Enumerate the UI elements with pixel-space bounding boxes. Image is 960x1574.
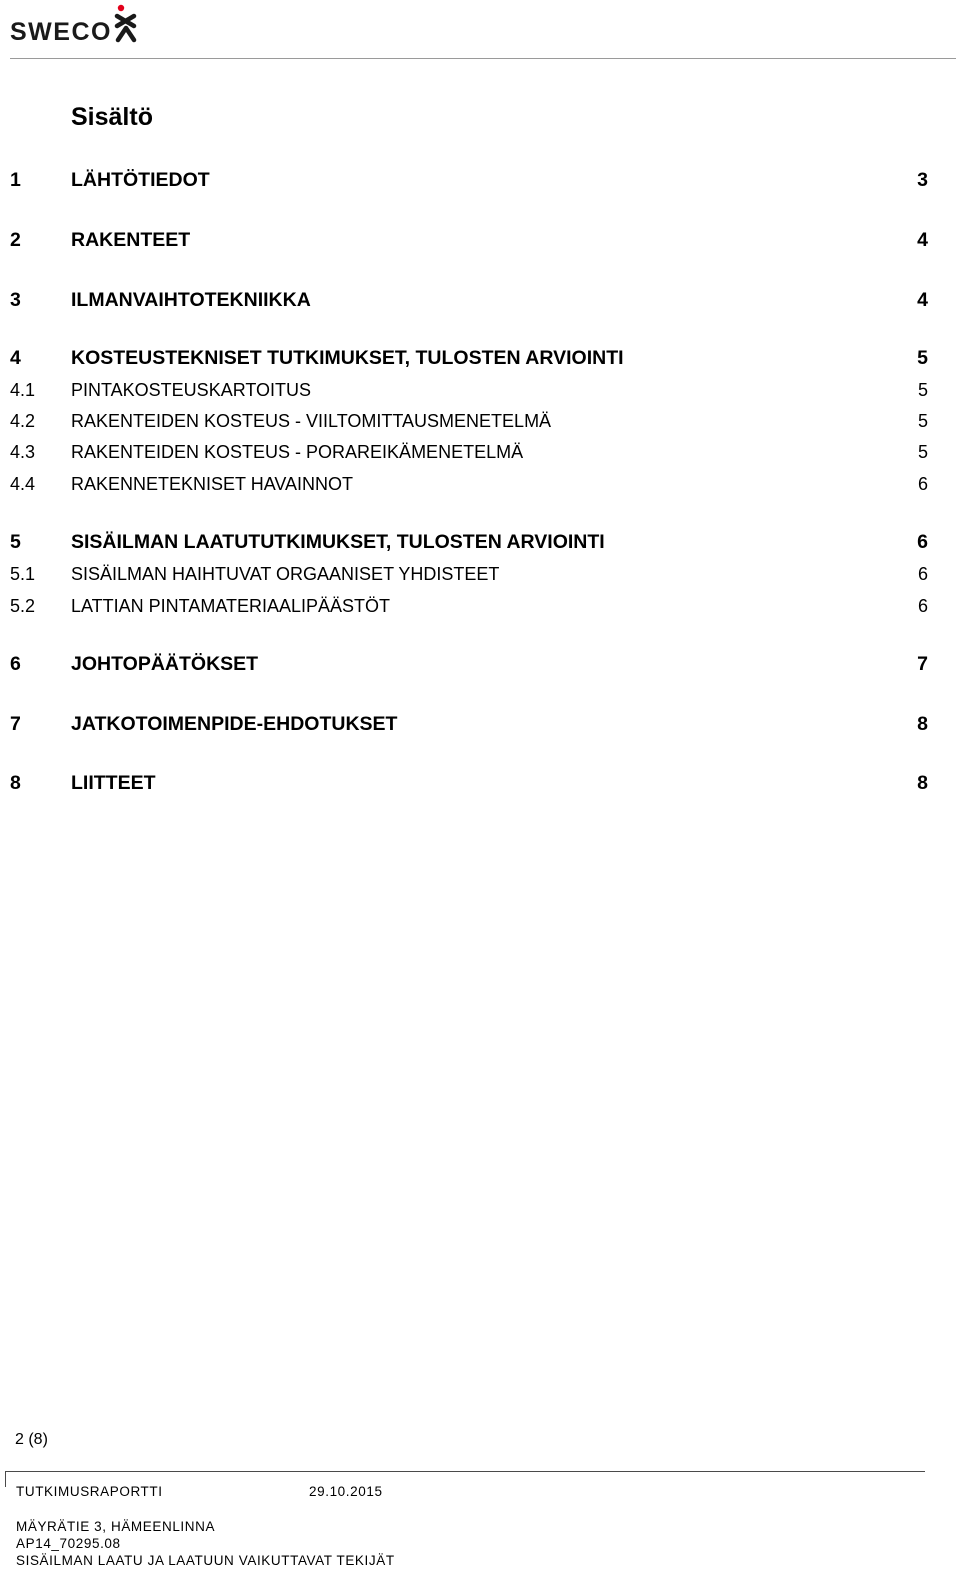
toc-entry-number: 3: [10, 289, 21, 311]
toc-entry-page: 8: [917, 713, 928, 735]
toc-entry-label: RAKENTEIDEN KOSTEUS - PORAREIKÄMENETELMÄ: [71, 442, 524, 462]
toc-entry-page: 5: [917, 380, 928, 400]
toc-entry[interactable]: [10, 227, 928, 255]
toc-entry-page: 5: [917, 411, 928, 431]
toc-entry-number: 7: [10, 713, 21, 735]
page-count: 2 (8): [15, 1431, 48, 1448]
toc-title: Sisältö: [71, 103, 153, 131]
toc-entry[interactable]: [10, 345, 928, 373]
sweco-logo: [10, 2, 150, 46]
toc-entry-page: 4: [917, 289, 928, 311]
toc-entry[interactable]: [10, 651, 928, 679]
header-divider: [10, 58, 956, 59]
toc-entry-page: 3: [917, 169, 928, 191]
toc-entry-label: SISÄILMAN HAIHTUVAT ORGAANISET YHDISTEET: [71, 564, 500, 584]
toc-entry-number: 4: [10, 347, 21, 369]
toc-entry-page: 5: [917, 347, 928, 369]
toc-subentry[interactable]: [10, 594, 928, 622]
toc-subentry[interactable]: [10, 409, 928, 437]
toc-entry-number: 5: [10, 531, 21, 553]
toc-entry[interactable]: [10, 167, 928, 195]
footer-divider: [5, 1471, 925, 1472]
toc-entry-page: 6: [917, 596, 928, 616]
footer-subject: SISÄILMAN LAATU JA LAATUUN VAIKUTTAVAT TEKIJÄT: [16, 1553, 395, 1568]
footer-project-id: AP14_70295.08: [16, 1536, 121, 1551]
toc-entry-label: LÄHTÖTIEDOT: [71, 169, 210, 191]
brand-wordmark: SWECO: [10, 18, 112, 46]
toc-entry-page: 8: [917, 772, 928, 794]
toc-entry-number: 4.3: [10, 442, 36, 462]
toc-entry-page: 7: [917, 653, 928, 675]
footer-divider-tick: [5, 1471, 6, 1487]
toc-entry-label: SISÄILMAN LAATUTUTKIMUKSET, TULOSTEN ARVIOINTI: [71, 531, 605, 553]
toc-entry-number: 2: [10, 229, 21, 251]
footer-address: MÄYRÄTIE 3, HÄMEENLINNA: [16, 1519, 216, 1534]
toc-subentry[interactable]: [10, 440, 928, 468]
toc-entry-page: 6: [917, 531, 928, 553]
toc-entry-label: RAKENTEET: [71, 229, 191, 251]
toc-entry-label: RAKENNETEKNISET HAVAINNOT: [71, 474, 354, 494]
logo-head-dot: [118, 5, 124, 11]
toc-entry-number: 8: [10, 772, 21, 794]
toc-entry-label: JOHTOPÄÄTÖKSET: [71, 653, 259, 675]
toc-entry[interactable]: [10, 529, 928, 557]
footer-report-type: TUTKIMUSRAPORTTI: [16, 1484, 163, 1499]
toc-entry-number: 5.1: [10, 564, 36, 584]
toc-entry-label: KOSTEUSTEKNISET TUTKIMUKSET, TULOSTEN ARVIOINTI: [71, 347, 624, 369]
toc-entry-label: LATTIAN PINTAMATERIAALIPÄÄSTÖT: [71, 596, 391, 616]
toc-entry-page: 5: [917, 442, 928, 462]
toc-entry[interactable]: [10, 287, 928, 315]
toc-subentry[interactable]: [10, 378, 928, 406]
toc-entry-label: PINTAKOSTEUSKARTOITUS: [71, 380, 312, 400]
toc-entry-page: 6: [917, 474, 928, 494]
toc-entry-page: 4: [917, 229, 928, 251]
sweco-person-icon: [117, 16, 134, 40]
toc-subentry[interactable]: [10, 472, 928, 500]
toc-entry-label: LIITTEET: [71, 772, 156, 794]
toc-entry-number: 4.2: [10, 411, 36, 431]
toc-entry-number: 4.1: [10, 380, 36, 400]
toc-entry-page: 6: [917, 564, 928, 584]
toc-entry-label: RAKENTEIDEN KOSTEUS - VIILTOMITTAUSMENETELMÄ: [71, 411, 552, 431]
toc-subentry[interactable]: [10, 562, 928, 590]
toc-entry-number: 4.4: [10, 474, 36, 494]
toc-entry-label: ILMANVAIHTOTEKNIIKKA: [71, 289, 311, 311]
toc-entry[interactable]: [10, 711, 928, 739]
toc-entry-number: 1: [10, 169, 21, 191]
toc-entry-number: 6: [10, 653, 21, 675]
toc-entry[interactable]: [10, 770, 928, 798]
toc-entry-number: 5.2: [10, 596, 36, 616]
toc-entry-label: JATKOTOIMENPIDE-EHDOTUKSET: [71, 713, 398, 735]
page-header: [0, 0, 960, 62]
footer-date: 29.10.2015: [309, 1484, 383, 1499]
